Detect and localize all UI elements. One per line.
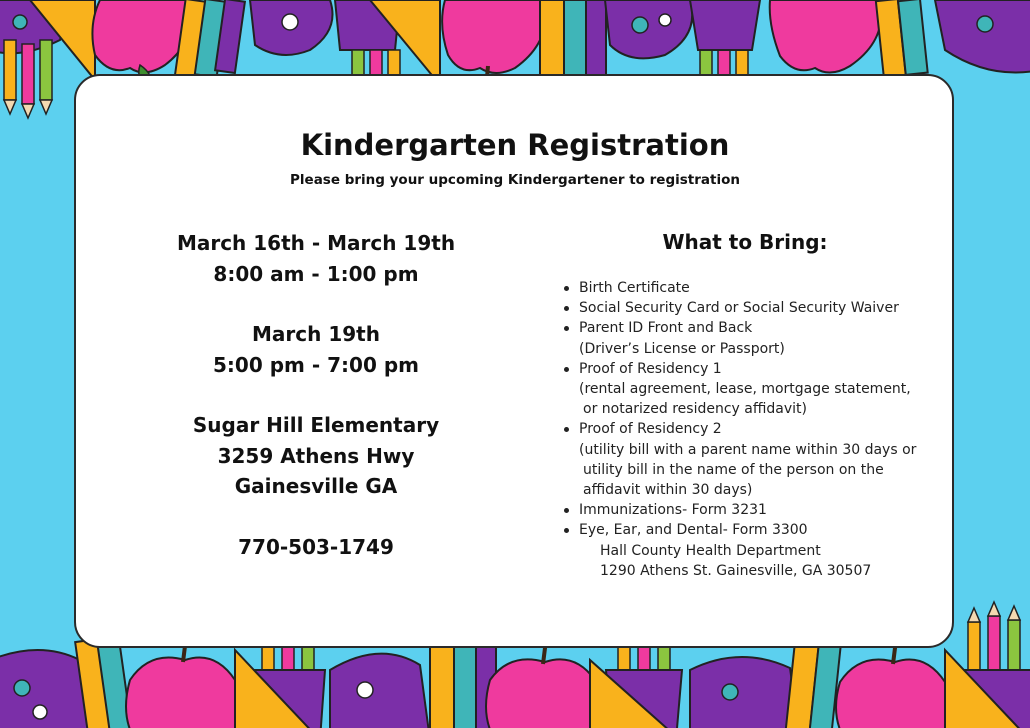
book-stack-icon bbox=[785, 635, 842, 728]
list-item bbox=[562, 278, 942, 298]
book-stack-icon bbox=[175, 0, 245, 81]
apple-icon bbox=[836, 640, 949, 728]
school-name: Sugar Hill Elementary bbox=[192, 413, 440, 437]
list-item bbox=[562, 318, 942, 358]
paint-palette-icon bbox=[935, 0, 1030, 73]
list-item bbox=[562, 298, 942, 318]
spacer bbox=[166, 380, 466, 410]
spacer bbox=[166, 502, 466, 532]
list-item-note: (utility bill with a parent name within 30 days or bbox=[579, 441, 917, 458]
session1-time: 8:00 am - 1:00 pm bbox=[213, 261, 419, 286]
list-item-label: Eye, Ear, and Dental- Form 3300 bbox=[579, 522, 808, 539]
session2-time: 5:00 pm - 7:00 pm bbox=[213, 352, 419, 377]
list-item bbox=[562, 419, 942, 500]
what-to-bring-list bbox=[562, 278, 942, 581]
pencil-cup-icon bbox=[4, 40, 52, 118]
list-item-note: affidavit within 30 days) bbox=[583, 482, 753, 499]
what-to-bring-heading: What to Bring: bbox=[662, 230, 828, 254]
list-item-note: utility bill in the name of the person on the bbox=[583, 461, 884, 478]
book-stack-icon bbox=[876, 0, 928, 79]
list-item bbox=[562, 359, 942, 420]
list-item-note: 1290 Athens St. Gainesville, GA 30507 bbox=[600, 562, 872, 579]
apple-icon bbox=[770, 0, 882, 73]
apple-icon bbox=[486, 640, 599, 728]
paint-palette-icon bbox=[330, 654, 430, 728]
event-details bbox=[166, 228, 466, 562]
flyer-subtitle: Please bring your upcoming Kindergartener to registration bbox=[290, 172, 740, 188]
list-item-label: Proof of Residency 2 bbox=[579, 421, 722, 438]
list-item-label: Birth Certificate bbox=[579, 280, 690, 296]
paint-palette-icon bbox=[250, 0, 333, 55]
paint-palette-icon bbox=[690, 657, 800, 728]
list-item-note: (Driver’s License or Passport) bbox=[579, 340, 785, 357]
school-street: 3259 Athens Hwy bbox=[217, 443, 415, 468]
flyer-title: Kindergarten Registration bbox=[300, 128, 730, 162]
session1-dates: March 16th - March 19th bbox=[176, 231, 456, 255]
list-item-note: or notarized residency affidavit) bbox=[583, 401, 807, 418]
book-stack-icon bbox=[540, 0, 606, 82]
apple-icon bbox=[126, 638, 239, 728]
session2-date: March 19th bbox=[252, 322, 380, 346]
list-item bbox=[562, 520, 942, 581]
list-item bbox=[562, 500, 942, 520]
list-item-label: Proof of Residency 1 bbox=[579, 360, 722, 377]
paint-palette-icon bbox=[0, 650, 90, 728]
school-city: Gainesville GA bbox=[234, 474, 398, 498]
spacer bbox=[166, 289, 466, 319]
list-item-note: Hall County Health Department bbox=[600, 542, 821, 559]
list-item-label: Social Security Card or Social Security Waiver bbox=[579, 300, 899, 317]
list-item-label: Parent ID Front and Back bbox=[579, 320, 753, 337]
paint-palette-icon bbox=[605, 0, 692, 58]
list-item-note: (rental agreement, lease, mortgage statement, bbox=[579, 381, 911, 398]
phone-number: 770-503-1749 bbox=[238, 534, 394, 559]
list-item-label: Immunizations- Form 3231 bbox=[579, 502, 767, 519]
